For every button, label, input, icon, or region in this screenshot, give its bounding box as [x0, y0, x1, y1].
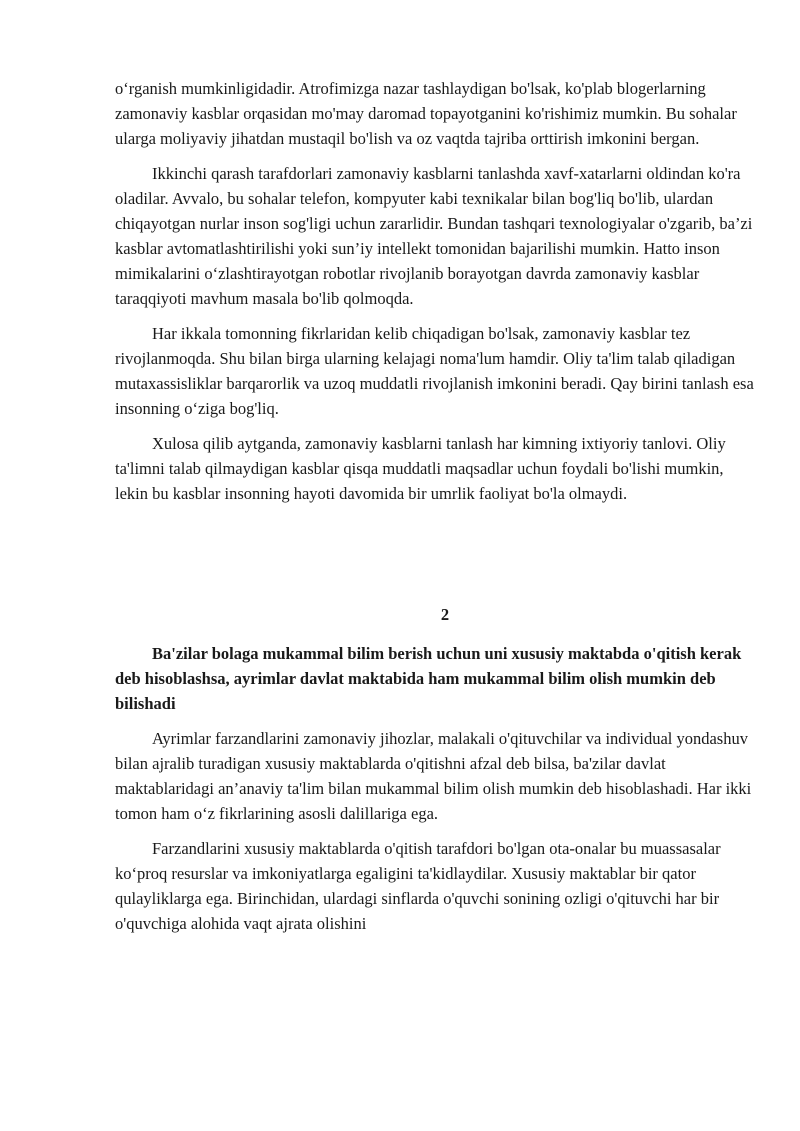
paragraph: o‘rganish mumkinligidadir. Atrofimizga nazar tashlaydigan bo'lsak, ko'plab blogerlarning zamonaviy kasblar orqasidan mo'may daromad topayotganini ko'rishimiz mumkin. Bu sohalar ularga moliyaviy jihatdan mustaqil bo'lish va oz vaqtda tajriba orttirish imkonini bergan.	[115, 79, 737, 148]
paragraph: Xulosa qilib aytganda, zamonaviy kasblarni tanlash har kimning ixtiyoriy tanlovi. Oliy ta'limni talab qilmaydigan kasblar qisqa muddatli maqsadlar uchun foydali bo'lishi mumkin, lekin bu kasblar insonning hayoti davomida bir umrlik faoliyat bo'la olmaydi.	[115, 434, 726, 503]
section-number: 2	[440, 605, 450, 624]
section-heading: Ba'zilar bolaga mukammal bilim berish uchun uni xususiy maktabda o'qitish kerak deb hisoblashsa, ayrimlar davlat maktabida ham mukammal bilim olish mumkin deb bilishadi	[115, 644, 742, 713]
paragraph: Ayrimlar farzandlarini zamonaviy jihozlar, malakali o'qituvchilar va individual yondashuv bilan ajralib turadigan xususiy maktablarda o'qitishni afzal deb bilsa, ba'zilar davlat maktablaridagi an’anaviy ta'lim bilan mukammal bilim olish mumkin deb hisoblashadi. Har ikki tomon ham o‘z fikrlarining asosli dalillariga ega.	[115, 729, 752, 823]
paragraph: Har ikkala tomonning fikrlaridan kelib chiqadigan bo'lsak, zamonaviy kasblar tez rivojlanmoqda. Shu bilan birga ularning kelajagi noma'lum hamdir. Oliy ta'lim talab qiladigan mutaxassisliklar barqarorlik va uzoq muddatli rivojlanish imkonini beradi. Qay birini tanlash esa insonning o‘ziga bog'liq.	[115, 324, 754, 418]
document-page	[115, 76, 755, 946]
paragraph: Ikkinchi qarash tarafdorlari zamonaviy kasblarni tanlashda xavf-xatarlarni oldindan ko'ra oladilar. Avvalo, bu sohalar telefon, kompyuter kabi texnikalar bilan bog'liq bo'lib, ulardan chiqayotgan nurlar inson sog'ligi uchun zararlidir. Bundan tashqari texnologiyalar o'zgarib, ba’zi kasblar avtomatlashtirilishi yoki sun’iy intellekt tomonidan bajarilishi mumkin. Hatto inson mimikalarini o‘zlashtirayotgan robotlar rivojlanib borayotgan davrda zamonaviy kasblar taraqqiyoti mavhum masala bo'lib qolmoqda.	[115, 164, 753, 308]
paragraph: Farzandlarini xususiy maktablarda o'qitish tarafdori bo'lgan ota-onalar bu muassasalar ko‘proq resurslar va imkoniyatlarga egaligini ta'kidlaydilar. Xususiy maktablar bir qator qulayliklarga ega. Birinchidan, ulardagi sinflarda o'quvchi sonining ozligi o'qituvchi har bir o'quvchiga alohida vaqt ajrata olishini	[115, 839, 721, 933]
